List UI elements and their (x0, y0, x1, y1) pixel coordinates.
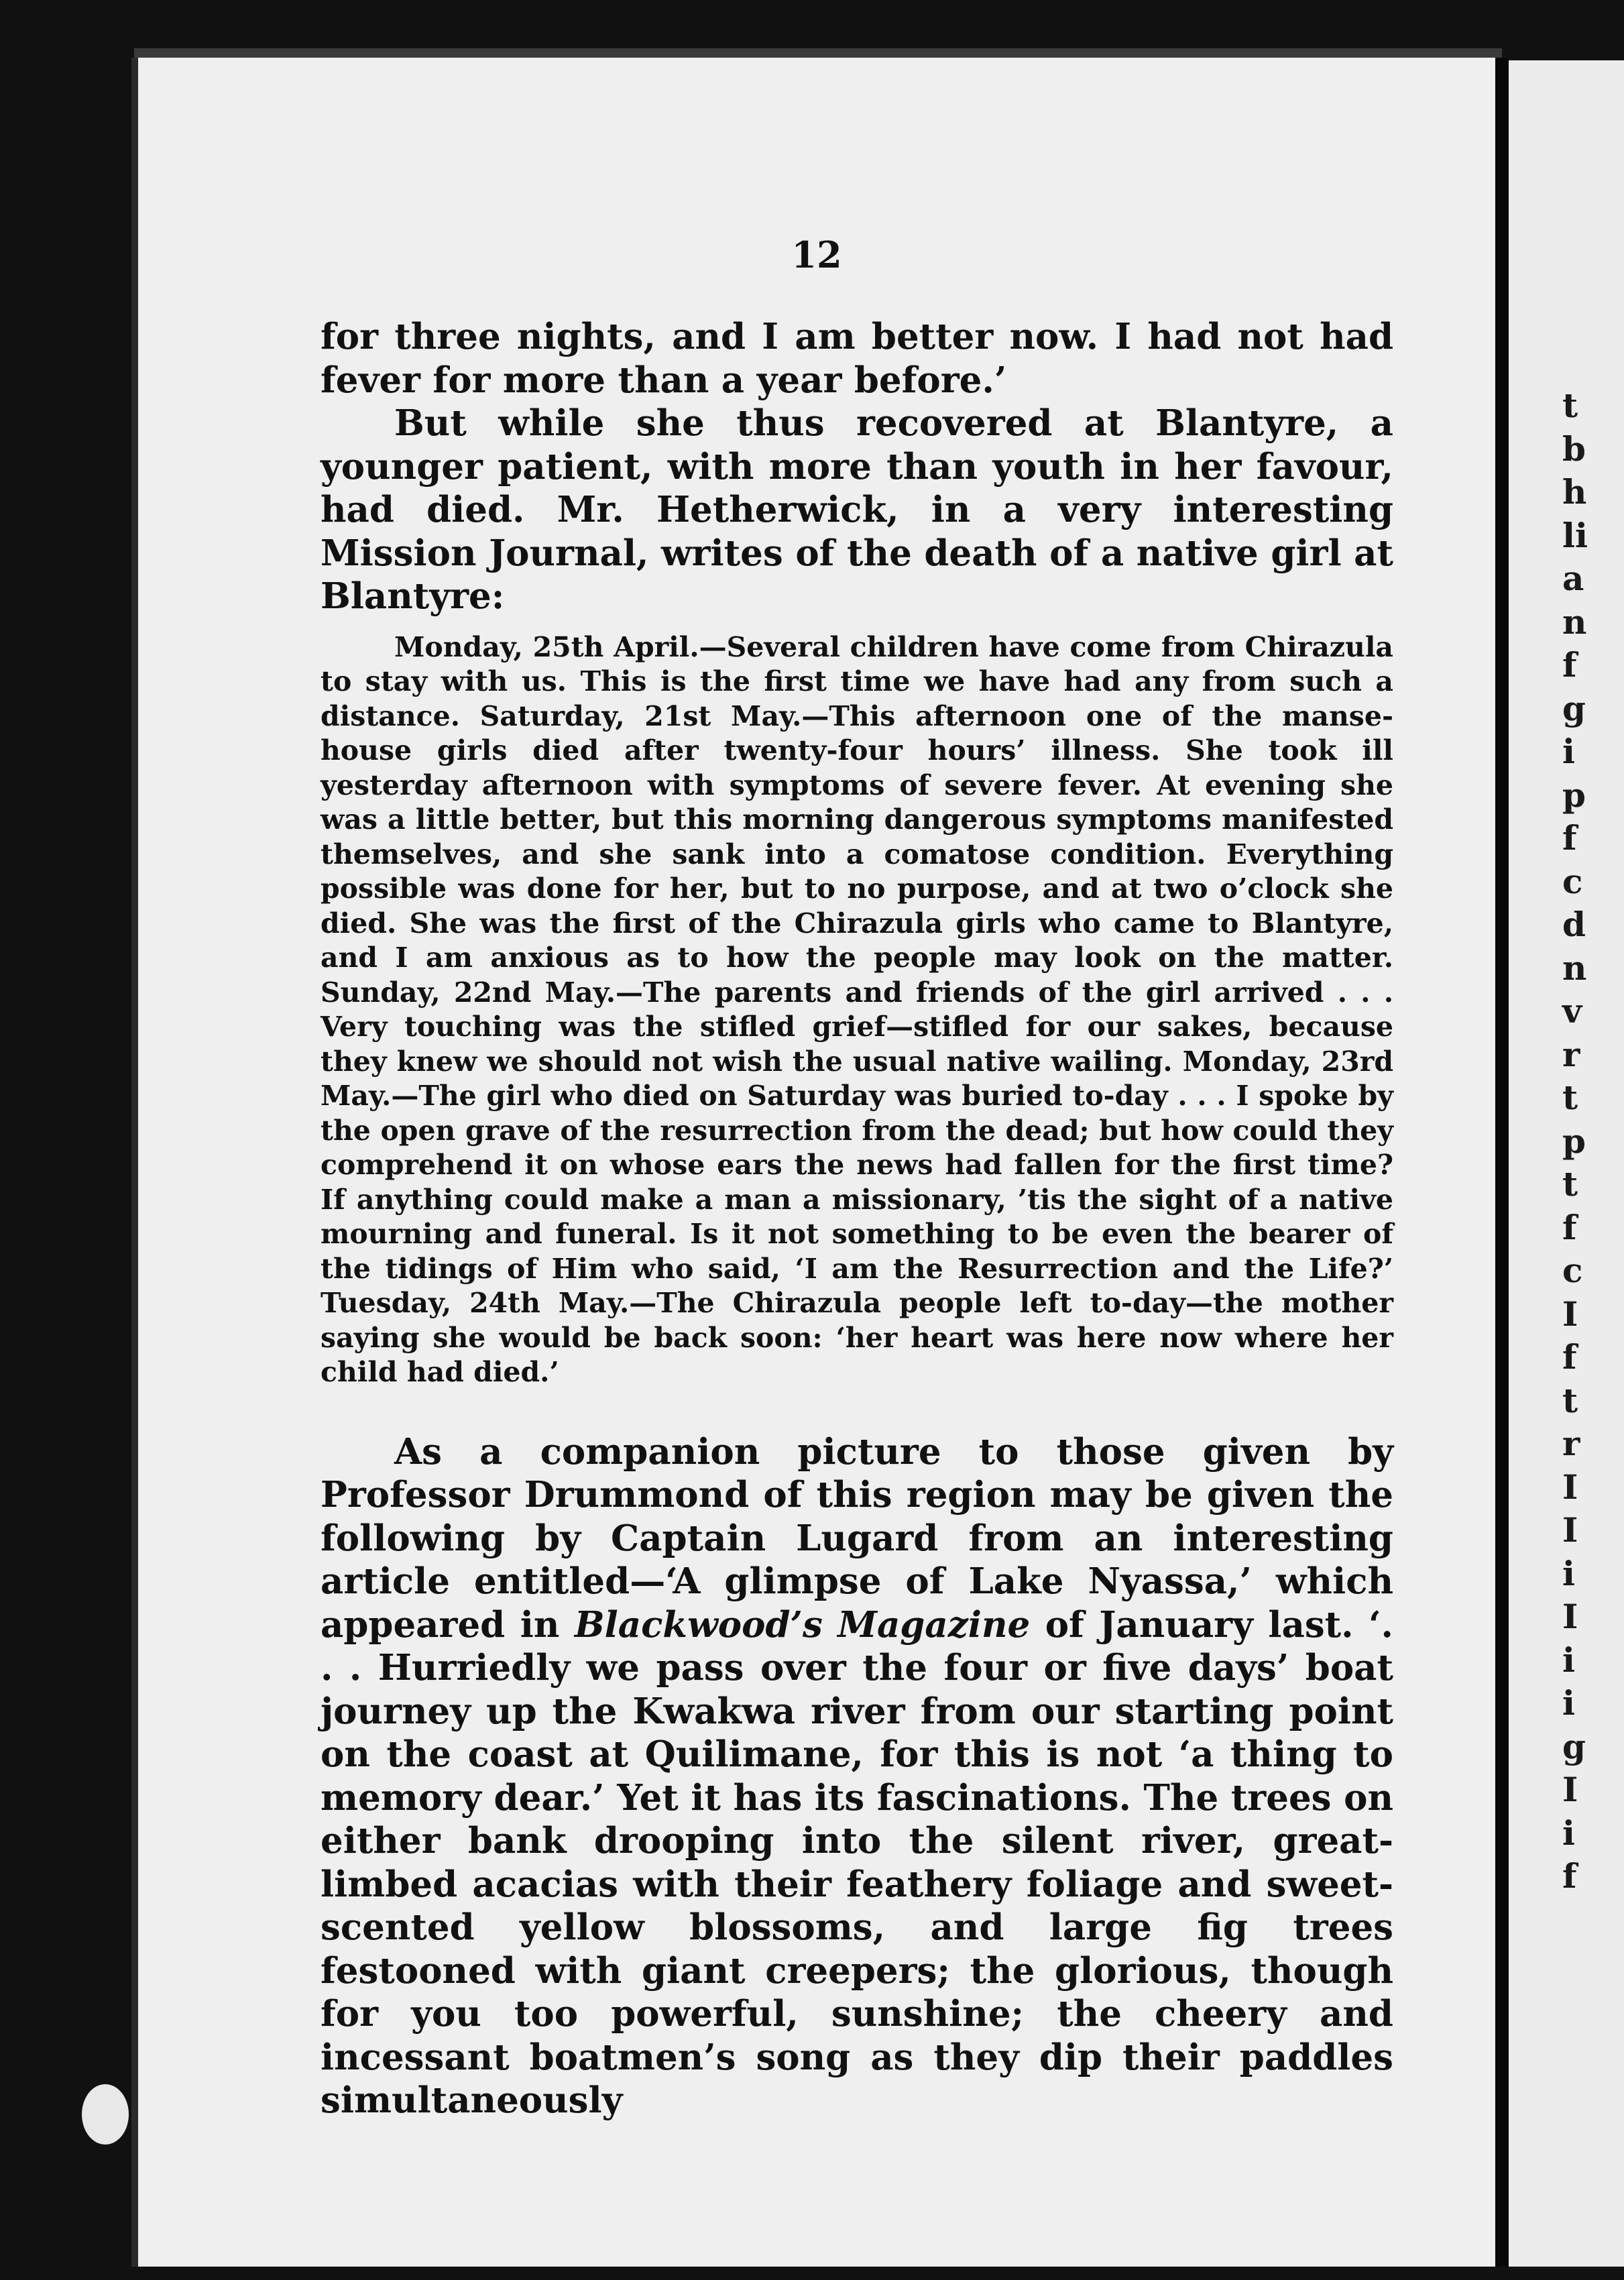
adjacent-page-fragment: c (1562, 861, 1583, 901)
adjacent-page-fragment: g (1562, 1726, 1586, 1766)
adjacent-page-fragment: f (1562, 1207, 1577, 1247)
adjacent-page-fragment: i (1562, 1813, 1575, 1853)
adjacent-page-fragment: t (1562, 1078, 1578, 1117)
page-body (321, 315, 1393, 2122)
adjacent-page-fragment: I (1562, 1597, 1578, 1636)
lugard-text-start: As a companion picture to those given by Professor Drummond of this region may be given the following by Captain Lugard from an interesting article entitled—‘A glimpse of Lake Nyassa,’ which appeared in (321, 1430, 1393, 1646)
adjacent-page-fragment: n (1562, 948, 1587, 988)
adjacent-page-fragment: t (1562, 386, 1578, 425)
adjacent-page-fragment: I (1562, 1467, 1578, 1507)
adjacent-page-fragment: li (1562, 515, 1588, 555)
adjacent-page-fragment: g (1562, 688, 1586, 728)
adjacent-page-fragment: i (1562, 732, 1575, 771)
adjacent-page-fragment: f (1562, 1337, 1577, 1377)
adjacent-page-fragment: r (1562, 1424, 1580, 1463)
book-gutter (1495, 58, 1509, 2267)
adjacent-page-fragment: i (1562, 1553, 1575, 1593)
adjacent-page-fragment: r (1562, 1034, 1580, 1074)
adjacent-page-fragment: I (1562, 1294, 1578, 1334)
adjacent-page-fragment: i (1562, 1640, 1575, 1680)
adjacent-page-fragment: t (1562, 1380, 1578, 1420)
adjacent-page-fragment: v (1562, 991, 1582, 1031)
adjacent-page-fragment: p (1562, 775, 1586, 815)
adjacent-page-fragment: h (1562, 472, 1587, 512)
adjacent-page-fragment: i (1562, 1683, 1575, 1723)
paragraph-lugard (321, 1430, 1393, 2122)
lugard-text-end: of January last. ‘. . . Hurriedly we pass over the four or five days’ boat journey up the Kwakwa river from our starting point on the coast at Quilimane, for this is not ‘a thing to memory dear.’ Yet it has its fascinations. The trees on either bank drooping into the silent river, great-limbed acacias with their feathery foliage and sweet-scented yellow blossoms, and large fig trees festooned with giant creepers; the glorious, though for you too powerful, sunshine; the cheery and incessant boatmen’s song as they dip their paddles simultaneously (321, 1603, 1393, 2121)
adjacent-page-fragment: c (1562, 1251, 1583, 1290)
adjacent-page-fragment: n (1562, 602, 1587, 642)
adjacent-page-fragment: f (1562, 645, 1577, 685)
magazine-title: Blackwood’s Magazine (574, 1603, 1031, 1646)
paragraph-gap (321, 1390, 1393, 1430)
adjacent-page-fragment: t (1562, 1164, 1578, 1204)
paragraph-continuation: for three nights, and I am better now. I had not had fever for more than a year before.’ (321, 316, 1393, 401)
adjacent-page-fragment: d (1562, 905, 1586, 944)
adjacent-page-fragment: f (1562, 818, 1577, 858)
page-number: 12 (791, 233, 842, 276)
journal-quotation: Monday, 25th April.—Several children have come from Chirazula to stay with us. This is the first time we have had any from such a distance. Saturday, 21st May.—This afternoon one of the manse-house girls died after twenty-four hours’ illness. She took ill yesterday afternoon with symptoms of severe fever. At evening she was a little better, but this morning dangerous symptoms manifested themselves, and she sank into a comatose condition. Everything possible was done for her, but to no purpose, and at two o’clock she died. She was the first of the Chirazula girls who came to Blantyre, and I am anxious as to how the people may look on the matter. Sunday, 22nd May.—The parents and friends of the girl arrived . . . Very touching was the stifled grief—stifled for our sakes, because they knew we should not wish the usual native wailing. Monday, 23rd May.—The girl who died on Saturday was buried to-day . . . I spoke by the open grave of the resurrection from the dead; but how could they comprehend it on whose ears the news had fallen for the first time? If anything could make a man a missionary, ’tis the sight of a native mourning and funeral. Is it not something to be even the bearer of the tidings of Him who said, ‘I am the Resurrection and the Life?’ Tuesday, 24th May.—The Chirazula people left to-day—the mother saying she would be back soon: ‘her heart was here now where her child had died.’ (321, 630, 1393, 1388)
adjacent-page-fragment: p (1562, 1121, 1586, 1161)
paragraph-blantyre: But while she thus recovered at Blantyre, a younger patient, with more than youth in her favour, had died. Mr. Hetherwick, in a very interesting Mission Journal, writes of the death of a native girl at Blantyre: (321, 402, 1393, 617)
adjacent-page-fragment: I (1562, 1770, 1578, 1809)
paper-damage-mark (82, 2084, 129, 2145)
adjacent-page-fragment: b (1562, 429, 1586, 469)
adjacent-page-fragment: f (1562, 1856, 1577, 1896)
adjacent-page-fragment: a (1562, 559, 1584, 598)
adjacent-page (1509, 60, 1624, 2267)
adjacent-page-fragment: I (1562, 1510, 1578, 1550)
